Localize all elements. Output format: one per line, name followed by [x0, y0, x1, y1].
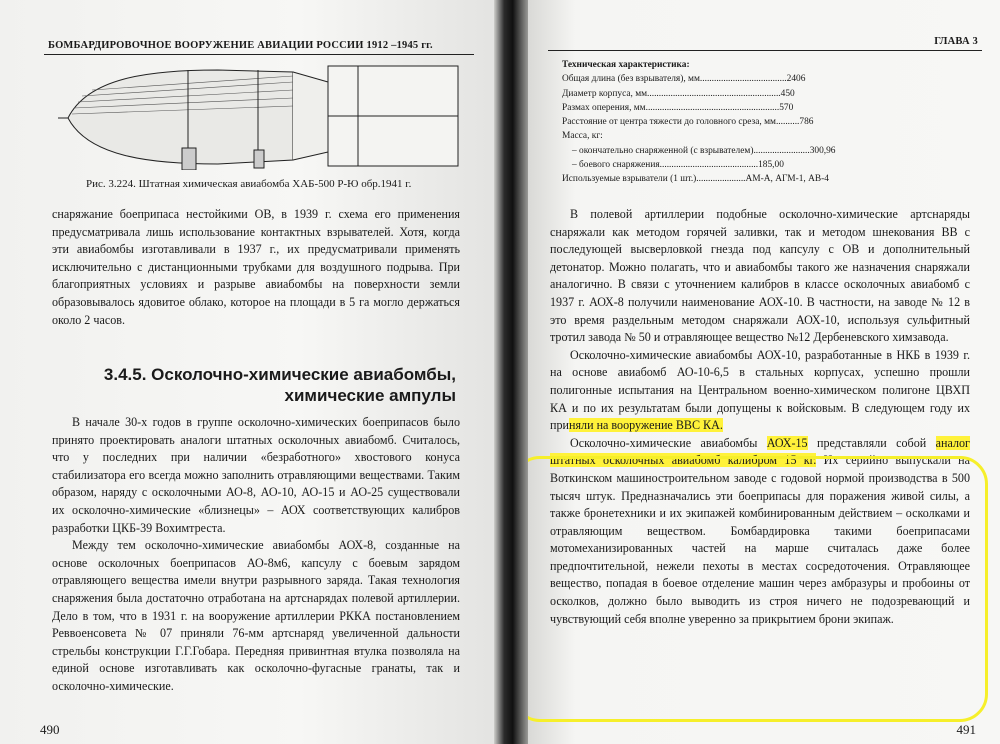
header-rule [548, 50, 982, 51]
page-number-left: 490 [40, 722, 60, 737]
spec-title: Техническая характеристика: [562, 60, 690, 70]
spec-row: Масса, кг: [562, 131, 603, 142]
paragraph: В начале 30-х годов в группе осколочно-химических боеприпасов было принято проектировать аналоги штатных осколочных авиабомб. Считалось, что у последних при наличии «безработного» хвостового конуса стабилизатора его всегда можно заполнить отравляющими веществами. Таким образом, наряду с осколочными АО-8, АО-10, АО-15 и АО-25 существовали их осколочно-химические «близнецы» – АОХ соответствующих калибров разработки ЦКБ-39 Вохимтреста. [52, 415, 460, 535]
spec-sub-row: – окончательно снаряженной (с взрывателем)........................300,96 [572, 145, 836, 156]
running-head-left: БОМБАРДИРОВОЧНОЕ ВООРУЖЕНИЕ АВИАЦИИ РОССИИ 1912 –1945 гг. [48, 40, 433, 51]
running-head-right: ГЛАВА 3 [934, 36, 978, 47]
section-heading-line1: 3.4.5. Осколочно-химические авиабомбы, [103, 365, 456, 384]
highlighted-text: АОХ-15 [766, 435, 808, 450]
spec-fuzes: Используемые взрыватели (1 шт.).....................АМ-А, АГМ-1, АВ-4 [562, 174, 829, 185]
highlight-circle [528, 456, 988, 722]
paragraph-text: Их серийно выпускали на Воткинском машиностроительном заводе с годовой нормой производства в 500 тысяч штук. Предназначались эти боеприпасы для поражения живой силы, а также бронетехники и их экипажей комбинированным действием – осколками и отравляющим веществом. Бомбардировка такими боеприпасами мотомеханизированных частей на марше считалась даже более предпочтительной, нежели пехоты в местах сосредоточения. Отравляющее вещество, попадая в боевое отделение машин через амбразуры и пробоины от осколков, должно было выводить из строя ничего не подозревающий и чувствующий себя вполне уверенно за прикрытием брони экипаж. [550, 453, 970, 626]
highlighted-text: няли на вооружение ВВС КА. [569, 418, 723, 433]
paragraph-text: Осколочно-химические авиабомбы АОХ-10, разработанные в НКБ в 1939 г. на основе авиабомб АО-10-6,5 в стальных корпусах, успешно прошли полигонные испытания на Центральном военно-химическом полигоне ЦВХП КА и по их результатам были допущены к войсковым. В следующем году их при [550, 347, 970, 433]
bomb-illustration [58, 60, 468, 170]
paragraph: Между тем осколочно-химические авиабомбы АОХ-8, созданные на основе осколочных боеприпасов АО-8м6, капсулу с боевым зарядом отравляющего вещества имели внутри разрывного заряда. Такая технология снаряжения была достаточно отработана на артснарядах полевой артиллерии. Дело в том, что в 1931 г. на вооружение артиллерии РККА постановлением Реввоенсовета № 07 приняли 76-мм артснаряд увеличенной дальности стрельбы конструкции Г.Г.Гобара. Передняя привинтная втулка позволяла на единой основе изготавливать как осколочно-фугасные гранаты, так и осколочно-химические. [52, 538, 460, 693]
page-number-right: 491 [956, 722, 976, 737]
paragraph [550, 347, 970, 435]
spec-row: Размах оперения, мм.........................................................570 [562, 102, 794, 113]
book-gutter [494, 0, 528, 744]
tech-spec-block [562, 58, 962, 187]
paragraph: снаряжание боеприпаса нестойкими ОВ, в 1939 г. схема его применения предусматривала лишь использование контактных взрывателей. Хотя, когда эти авиабомбы изготавливали в 1937 г., их предусматривали применять исключительно с дистанционными трубками для воздушного подрыва. При благоприятных условиях и разрыве авиабомбы на поверхности земли образовывалось ядовитое облако, которое на площади в 5 га могло держаться около 2 часов. [52, 207, 460, 327]
figure-caption: Рис. 3.224. Штатная химическая авиабомба ХАБ-500 Р-Ю обр.1941 г. [86, 178, 412, 190]
highlighted-text: аналог штатных осколочных авиабомб калибром 15 кг. [550, 435, 970, 468]
spec-sub-row: – боевого снаряжения..........................................185,00 [572, 160, 784, 171]
paragraph-text: представляли собой [807, 435, 936, 450]
spec-row: Расстояние от центра тяжести до головного среза, мм..........786 [562, 117, 814, 128]
paragraph: В полевой артиллерии подобные осколочно-химические артснаряды снаряжали как методом горячей заливки, так и методом шнекования ВВ с последующей высверловкой гнезда под капсулу с ОВ и дополнительный детонатор. Можно полагать, что и авиабомбы такого же назначения снаряжали аналогично. В связи с уточнением калибров в классе осколочных авиабомб с 1937 г. АОХ-8 получили наименование АОХ-10. В частности, на заводе № 12 в это время раздельным методом снаряжали АОХ-10, используя сульфитный тротил завода № 50 и отравляющее вещество №12 Дербеневского химзавода. [550, 207, 970, 345]
spec-row: Диаметр корпуса, мм.........................................................450 [562, 88, 795, 99]
paragraph-text: Осколочно-химические авиабомбы [570, 435, 767, 450]
spec-row: Общая длина (без взрывателя), мм.....................................2406 [562, 74, 806, 85]
right-page [528, 0, 1000, 744]
header-rule [44, 54, 474, 55]
left-column-bottom [52, 414, 460, 696]
section-heading-line2: химические ампулы [284, 386, 456, 405]
left-column-top [52, 206, 460, 329]
section-heading [96, 364, 456, 406]
